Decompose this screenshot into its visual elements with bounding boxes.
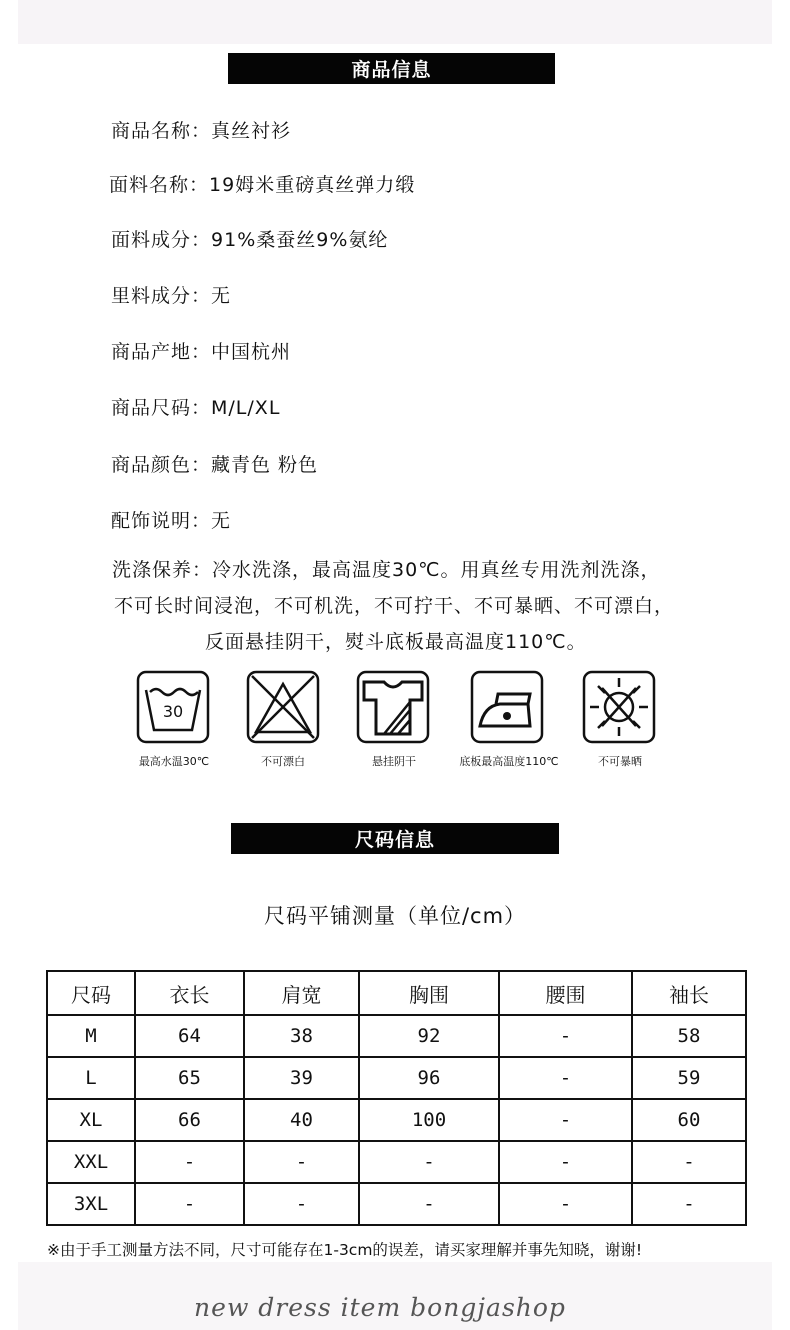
signature-watermark bbox=[0, 1290, 790, 1330]
iron-low-icon bbox=[470, 670, 544, 744]
table-cell: 65 bbox=[135, 1057, 244, 1099]
table-cell: L bbox=[47, 1057, 135, 1099]
care-caption: 不可暴晒 bbox=[598, 755, 642, 768]
no-bleach-icon bbox=[246, 670, 320, 744]
size-table-title: 尺码平铺测量（单位/cm） bbox=[263, 904, 527, 928]
table-row bbox=[47, 1057, 746, 1099]
table-row bbox=[47, 1183, 746, 1225]
table-cell: 40 bbox=[244, 1099, 359, 1141]
info-row-origin bbox=[111, 337, 291, 364]
info-value: 中国杭州 bbox=[211, 341, 292, 363]
info-label: 配饰说明： bbox=[111, 510, 212, 532]
header-size: 尺码 bbox=[47, 971, 135, 1015]
info-row-lining bbox=[111, 281, 231, 308]
table-cell: 64 bbox=[135, 1015, 244, 1057]
table-header-row bbox=[47, 971, 746, 1015]
info-value: 无 bbox=[211, 510, 232, 532]
product-info-header: 商品信息 bbox=[228, 53, 555, 84]
table-cell: 59 bbox=[632, 1057, 746, 1099]
table-cell: 66 bbox=[135, 1099, 244, 1141]
table-cell: - bbox=[499, 1015, 632, 1057]
table-cell: - bbox=[135, 1141, 244, 1183]
info-row-fabric-name bbox=[109, 170, 415, 197]
info-label: 商品名称： bbox=[111, 120, 212, 142]
table-cell: - bbox=[499, 1057, 632, 1099]
care-line-2: 不可长时间浸泡，不可机洗，不可拧干、不可暴晒、不可漂白， bbox=[114, 595, 675, 617]
header-bust: 胸围 bbox=[359, 971, 499, 1015]
care-caption: 最高水温30℃ bbox=[138, 755, 210, 768]
no-sun-icon bbox=[582, 670, 656, 744]
table-cell: 39 bbox=[244, 1057, 359, 1099]
info-value: 91%桑蚕丝9%氨纶 bbox=[211, 229, 389, 251]
table-cell: - bbox=[135, 1183, 244, 1225]
header-sleeve: 袖长 bbox=[632, 971, 746, 1015]
table-cell: 38 bbox=[244, 1015, 359, 1057]
table-cell: - bbox=[632, 1183, 746, 1225]
info-label: 里料成分： bbox=[111, 285, 212, 307]
measurement-note: ※由于手工测量方法不同，尺寸可能存在1-3cm的误差，请买家理解并事先知晓，谢谢! bbox=[47, 1241, 643, 1259]
info-row-colors bbox=[111, 450, 318, 477]
info-row-accessories bbox=[111, 506, 231, 533]
info-value: 藏青色 粉色 bbox=[211, 454, 319, 476]
care-line-1: 洗涤保养：冷水洗涤，最高温度30℃。用真丝专用洗剂洗涤， bbox=[112, 559, 661, 581]
signature-text: new dress item bongjashop bbox=[194, 1293, 566, 1322]
table-cell: 92 bbox=[359, 1015, 499, 1057]
table-cell: - bbox=[244, 1141, 359, 1183]
header-length: 衣长 bbox=[135, 971, 244, 1015]
wash-30-icon bbox=[136, 670, 210, 744]
table-cell: 60 bbox=[632, 1099, 746, 1141]
info-label: 商品尺码： bbox=[111, 397, 212, 419]
table-row bbox=[47, 1015, 746, 1057]
care-caption: 不可漂白 bbox=[261, 755, 305, 768]
top-band bbox=[18, 0, 772, 44]
info-label: 商品颜色： bbox=[111, 454, 212, 476]
table-cell: 96 bbox=[359, 1057, 499, 1099]
table-cell: - bbox=[244, 1183, 359, 1225]
header-shoulder: 肩宽 bbox=[244, 971, 359, 1015]
table-cell: XL bbox=[47, 1099, 135, 1141]
info-value: 19姆米重磅真丝弹力缎 bbox=[209, 174, 416, 196]
header-waist: 腰围 bbox=[499, 971, 632, 1015]
info-row-sizes bbox=[111, 393, 280, 420]
table-cell: - bbox=[499, 1183, 632, 1225]
care-caption: 悬挂阴干 bbox=[372, 755, 416, 768]
info-row-name bbox=[111, 116, 291, 143]
wash-temp-number: 30 bbox=[162, 702, 184, 721]
table-cell: 3XL bbox=[47, 1183, 135, 1225]
table-row bbox=[47, 1099, 746, 1141]
info-label: 面料成分： bbox=[111, 229, 212, 251]
info-value: 无 bbox=[211, 285, 232, 307]
table-cell: 100 bbox=[359, 1099, 499, 1141]
table-row bbox=[47, 1141, 746, 1183]
table-cell: - bbox=[359, 1183, 499, 1225]
size-info-header: 尺码信息 bbox=[231, 823, 559, 854]
table-cell: - bbox=[359, 1141, 499, 1183]
table-cell: 58 bbox=[632, 1015, 746, 1057]
info-value: 真丝衬衫 bbox=[211, 120, 292, 142]
care-caption: 底板最高温度110℃ bbox=[459, 755, 559, 768]
table-cell: - bbox=[632, 1141, 746, 1183]
table-cell: - bbox=[499, 1099, 632, 1141]
table-cell: M bbox=[47, 1015, 135, 1057]
info-row-fabric-composition bbox=[111, 225, 388, 252]
info-value: M/L/XL bbox=[211, 397, 281, 419]
table-cell: XXL bbox=[47, 1141, 135, 1183]
care-line-3: 反面悬挂阴干，熨斗底板最高温度110℃。 bbox=[205, 631, 587, 653]
size-table bbox=[46, 970, 747, 1226]
info-label: 面料名称： bbox=[109, 174, 210, 196]
table-cell: - bbox=[499, 1141, 632, 1183]
hang-dry-shade-icon bbox=[356, 670, 430, 744]
info-label: 商品产地： bbox=[111, 341, 212, 363]
